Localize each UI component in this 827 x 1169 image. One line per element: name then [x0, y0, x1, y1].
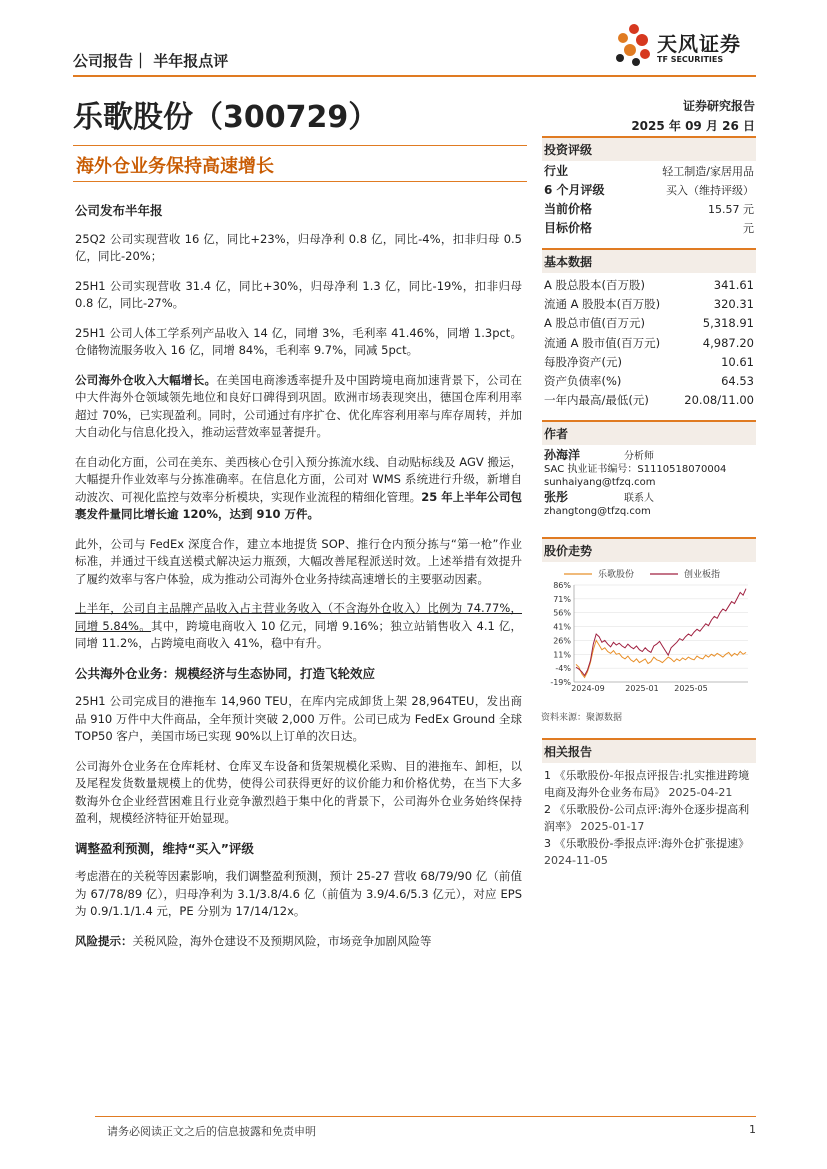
rating-row — [542, 180, 756, 199]
title-top-divider — [73, 145, 527, 146]
related-report-item[interactable] — [544, 835, 754, 869]
rating-key: 行业 — [544, 164, 569, 178]
price-trend-panel — [542, 537, 756, 562]
rating-panel — [542, 136, 756, 237]
x-tick-label: 2025-05 — [674, 684, 708, 693]
y-tick-label: 41% — [553, 622, 571, 632]
basic-data-value: 4,987.20 — [702, 335, 754, 350]
authors-heading: 作者 — [542, 420, 756, 445]
rating-key: 6 个月评级 — [544, 183, 605, 197]
rating-value: 元 — [743, 221, 754, 235]
title-bottom-divider — [73, 181, 527, 182]
basic-data-row — [542, 275, 756, 294]
section-heading: 调整盈利预测，维持“买入”评级 — [75, 840, 254, 856]
paragraph: 此外，公司与 FedEx 深度合作，建立本地提货 SOP、推行仓内预分拣与“第一枪”作业标准，并通过干线直送模式解决运力瓶颈，大幅改善尾程派送时效。上述举措有效提升了履约效率与客户体验，成为推动公司海外仓业务持续高速增长的主要驱动因素。 — [75, 536, 522, 586]
report-title: 海外仓业务保持高速增长 — [76, 156, 274, 177]
chart-source: 资料来源：聚源数据 — [541, 713, 623, 723]
basic-data-row — [542, 333, 756, 352]
y-tick-label: 86% — [553, 581, 571, 590]
paragraph-highlight: 25 年上半年公司包裹发件量同比增长逾 120%，达到 910 万件。 — [75, 489, 522, 521]
basic-data-row — [542, 314, 756, 333]
basic-data-key: 流通 A 股股本(百万股) — [544, 296, 661, 311]
paragraph-text: 其中，跨境电商收入 10 亿元，同增 9.16%；独立站销售收入 4.1 亿，同增 11.2%，占跨境电商收入 41%，稳中有升。 — [75, 618, 522, 650]
y-tick-label: 11% — [553, 650, 571, 660]
paragraph-text: 在美国电商渗透率提升及中国跨境电商加速背景下，公司在中大件海外仓领域领先地位和良好口碑得到巩固。欧洲市场表现突出，德国仓库利用率超过 70%，已实现盈利。同时，公司通过有序扩仓、优化库容利用率与库存周转，并加大自动化与信息化投入，推动运营效率显著提升。 — [75, 372, 523, 439]
author-role: 联系人 — [624, 493, 655, 504]
main-body — [75, 202, 522, 962]
rating-value: 买入（维持评级） — [666, 183, 754, 197]
y-tick-label: -19% — [550, 678, 571, 687]
y-tick-label: 56% — [553, 608, 571, 618]
authors-panel — [542, 420, 756, 518]
basic-data-panel — [542, 248, 756, 410]
basic-data-row — [542, 352, 756, 371]
x-tick-label: 2024-09 — [571, 684, 605, 693]
rating-row — [542, 161, 756, 180]
paragraph-underline: 上半年，公司自主品牌产品收入占主营业务收入（不含海外仓收入）比例为 74.77%，同增 5.84%。 — [75, 601, 522, 633]
page-number: 1 — [749, 1123, 756, 1136]
report-date: 2025 年 09 月 26 日 — [631, 119, 755, 133]
paragraph: 25H1 公司人体工学系列产品收入 14 亿，同增 3%，毛利率 41.46%，同增 1.3pct。仓储物流服务收入 16 亿，同增 84%，毛利率 9.7%，同减 5pct。 — [75, 325, 522, 357]
y-tick-label: 71% — [553, 594, 571, 604]
y-tick-label: 26% — [553, 636, 571, 646]
paragraph — [75, 372, 522, 442]
paragraph — [75, 600, 522, 653]
footer-divider — [95, 1116, 756, 1117]
rating-value: 15.57 元 — [708, 202, 754, 216]
section-heading: 公司发布半年报 — [75, 203, 163, 218]
basic-data-key: 流通 A 股市值(百万元) — [544, 335, 661, 350]
paragraph-lead: 公司海外仓收入大幅增长。 — [75, 372, 217, 387]
related-report-item[interactable] — [544, 801, 754, 835]
rating-value: 轻工制造/家居用品 — [662, 164, 754, 178]
header-divider — [73, 75, 756, 77]
section-heading: 公共海外仓业务：规模经济与生态协同，打造飞轮效应 — [75, 665, 376, 681]
rating-heading: 投资评级 — [542, 136, 756, 161]
author-role: 分析师 — [624, 451, 655, 462]
paragraph-text: 在自动化方面，公司在美东、美西核心仓引入预分拣流水线、自动贴标线及 AGV 搬运，大幅提升作业效率与分拣准确率。在信息化方面，公司对 WMS 系统进行升级，新增自动波次、可视化监控与效率分析模块，实现作业流程的精细化管理。 — [75, 454, 522, 504]
related-report-date: 2024-11-05 — [544, 854, 608, 867]
related-reports-heading: 相关报告 — [542, 738, 756, 763]
author-name: 孙海洋 — [544, 448, 581, 462]
paragraph: 25H1 公司实现营收 31.4 亿，同比+30%，归母净利 1.3 亿，同比-19%，扣非归母 0.8 亿，同比-27%。 — [75, 278, 522, 310]
author-email[interactable]: sunhaiyang@tfzq.com — [544, 477, 656, 488]
related-report-title[interactable]: 2 《乐歌股份-公司点评:海外仓逐步提高利润率》 — [544, 803, 750, 833]
risk-paragraph — [75, 933, 522, 951]
basic-data-key: A 股总市值(百万元) — [544, 316, 645, 331]
author-cert: SAC 执业证书编号：S1110518070004 — [544, 464, 727, 475]
paragraph: 考虑潜在的关税等因素影响，我们调整盈利预测，预计 25-27 营收 68/79/90 亿（前值为 67/78/89 亿），归母净利为 3.1/3.8/4.6 亿（前值为 3.9/4.6/5.3 亿元），对应 EPS 为 0.9/1.1/1.4 元，PE 分别为 17/14/12x。 — [75, 869, 522, 918]
report-type: 证券研究报告 — [682, 99, 755, 113]
series-line — [576, 640, 746, 677]
risk-label: 风险提示： — [75, 933, 133, 948]
rating-row — [542, 199, 756, 218]
basic-data-row — [542, 371, 756, 390]
basic-data-value: 10.61 — [721, 354, 754, 369]
basic-data-key: 每股净资产(元) — [544, 354, 622, 369]
logo-mark-icon — [612, 22, 654, 68]
paragraph: 公司海外仓业务在仓库耗材、仓库叉车设备和货架规模化采购、目的港拖车、卸柜，以及尾程发货数量规模上的优势，使得公司获得更好的议价能力和价格优势，在当下大多数海外仓企业经营困难且行业竞争激烈趋于集中化的背景下，公司海外仓业务始终保持盈利，规模经济特征开始显现。 — [75, 758, 522, 825]
price-trend-chart — [542, 560, 756, 702]
series-line — [576, 589, 746, 676]
related-report-item[interactable] — [544, 767, 754, 801]
related-report-date: 2025-01-17 — [580, 820, 645, 833]
basic-data-value: 5,318.91 — [702, 316, 754, 331]
logo-text-cn: 天风证券 — [657, 32, 741, 56]
rating-key: 目标价格 — [544, 221, 593, 235]
basic-data-heading: 基本数据 — [542, 248, 756, 273]
basic-data-row — [542, 294, 756, 313]
y-tick-label: -4% — [555, 664, 571, 674]
paragraph: 25Q2 公司实现营收 16 亿，同比+23%，归母净利 0.8 亿，同比-4%，扣非归母 0.5 亿，同比-20%； — [75, 231, 522, 263]
basic-data-key: 一年内最高/最低(元) — [544, 393, 649, 408]
related-report-title[interactable]: 1 《乐歌股份-年报点评报告:扎实推进跨境电商及海外仓业务布局》 — [544, 769, 750, 799]
report-category: 公司报告｜ 半年报点评 — [73, 52, 229, 70]
basic-data-row — [542, 391, 756, 410]
footer-disclaimer[interactable]: 请务必阅读正文之后的信息披露和免责申明 — [107, 1125, 316, 1138]
legend-label: 创业板指 — [684, 570, 721, 580]
paragraph: 25H1 公司完成目的港拖车 14,960 TEU，在库内完成卸货上架 28,964TEU，发出商品 910 万件中大件商品，全年预计突破 2,000 万件。公司已成为 FedEx Ground 全球 TOP50 客户，美国市场已实现 90%以上订单的次日达。 — [75, 694, 522, 743]
author-email[interactable]: zhangtong@tfzq.com — [544, 506, 651, 517]
company-name: 乐歌股份（300729） — [73, 100, 379, 135]
x-tick-label: 2025-01 — [625, 684, 659, 693]
logo-text-en: TF SECURITIES — [657, 55, 724, 64]
basic-data-value: 20.08/11.00 — [684, 393, 754, 408]
legend-label: 乐歌股份 — [598, 570, 635, 580]
related-reports-panel — [542, 738, 756, 869]
tf-securities-logo — [612, 22, 762, 72]
price-trend-heading: 股价走势 — [542, 537, 756, 562]
risk-text: 关税风险，海外仓建设不及预期风险，市场竞争加剧风险等 — [132, 933, 432, 948]
basic-data-key: 资产负债率(%) — [544, 374, 622, 389]
related-report-date: 2025-04-21 — [668, 786, 733, 799]
paragraph — [75, 454, 522, 524]
rating-row — [542, 218, 756, 237]
related-report-title[interactable]: 3 《乐歌股份-季报点评:海外仓扩张提速》 — [544, 837, 750, 850]
rating-key: 当前价格 — [544, 202, 593, 216]
basic-data-value: 320.31 — [713, 296, 754, 311]
basic-data-value: 341.61 — [713, 277, 754, 292]
basic-data-value: 64.53 — [721, 374, 754, 389]
basic-data-key: A 股总股本(百万股) — [544, 277, 645, 292]
author-name: 张彤 — [544, 490, 569, 504]
